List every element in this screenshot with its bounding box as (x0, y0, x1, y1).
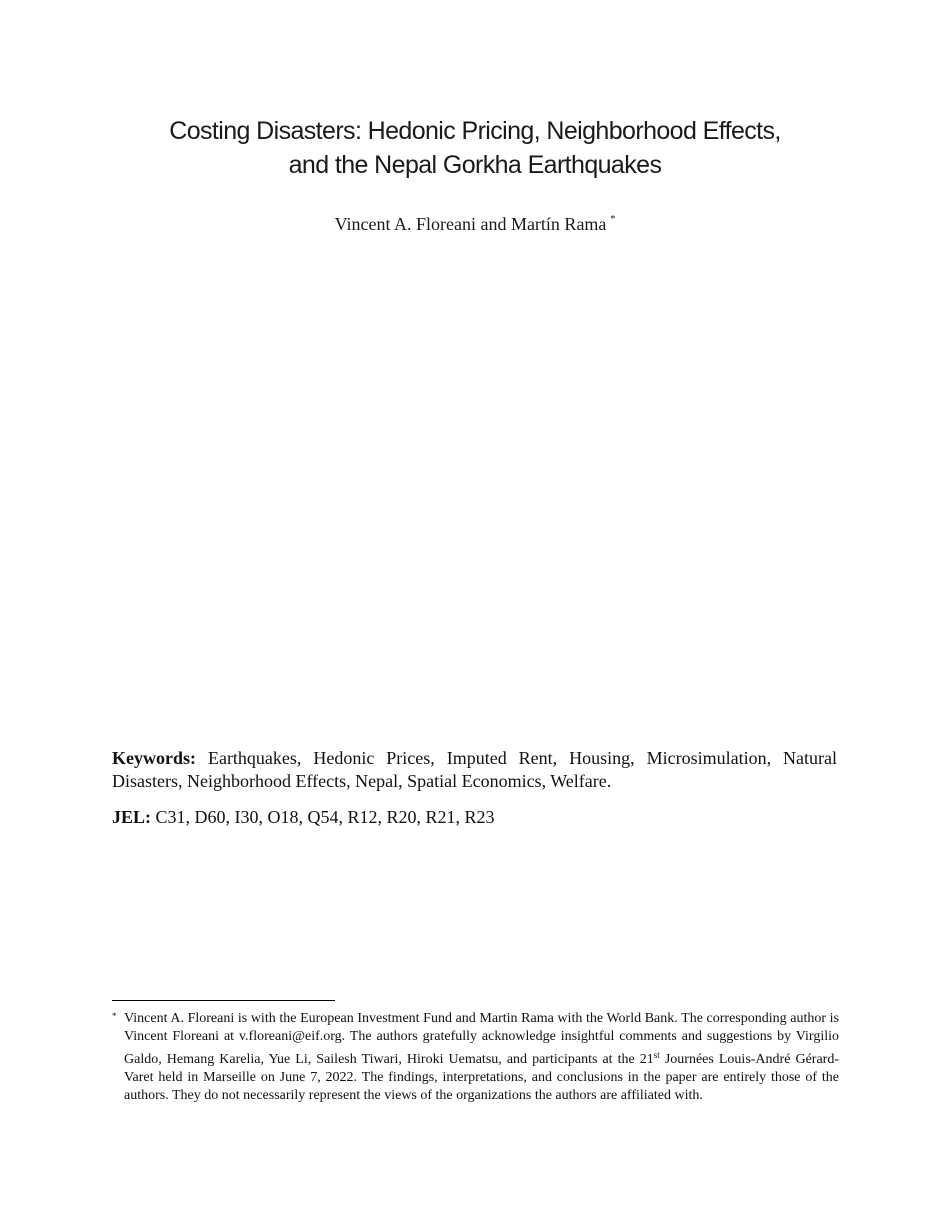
footnote-text-part-1: Vincent A. Floreani is with the European Investment Fund and Martin Rama with the World Bank. The corresponding author is Vincent Floreani at v.floreani@eif.org. The authors gratefully acknowledge insightful comments and suggestions by Virgilio Galdo, Hemang Karelia, Yue Li, Sailesh Tiwari, Hiroki Uematsu, and participants at the 21 (124, 1011, 839, 1067)
paper-title-line-1: Costing Disasters: Hedonic Pricing, Neighborhood Effects, (169, 117, 781, 145)
jel-paragraph (112, 806, 495, 829)
keywords-label: Keywords: (112, 748, 196, 768)
paper-title (0, 114, 950, 182)
paper-title-line-2: and the Nepal Gorkha Earthquakes (288, 151, 662, 179)
author-names: Vincent A. Floreani and Martín Rama (334, 214, 607, 234)
jel-text: C31, D60, I30, O18, Q54, R12, R20, R21, R23 (155, 807, 495, 827)
jel-label: JEL: (112, 807, 152, 827)
footnote-text-part-2: Journées Louis-André Gérard-Varet held in Marseille on June 7, 2022. The findings, interpretations, and conclusions in the paper are entirely those of the authors. They do not necessarily represent the views of the organizations the authors are affiliated with. (124, 1052, 839, 1103)
footnote-text (124, 1010, 839, 1105)
footnote (112, 1010, 839, 1105)
author-line (0, 214, 950, 235)
footnote-marker: * (112, 1011, 117, 1021)
keywords-text: Earthquakes, Hedonic Prices, Imputed Rent, Housing, Microsimulation, Natural Disasters, Neighborhood Effects, Nepal, Spatial Economics, Welfare. (112, 748, 837, 791)
keywords-paragraph (112, 747, 837, 793)
author-footnote-marker: * (610, 214, 616, 225)
footnote-separator (112, 1000, 335, 1001)
footnote-ordinal-suffix: st (653, 1050, 660, 1060)
